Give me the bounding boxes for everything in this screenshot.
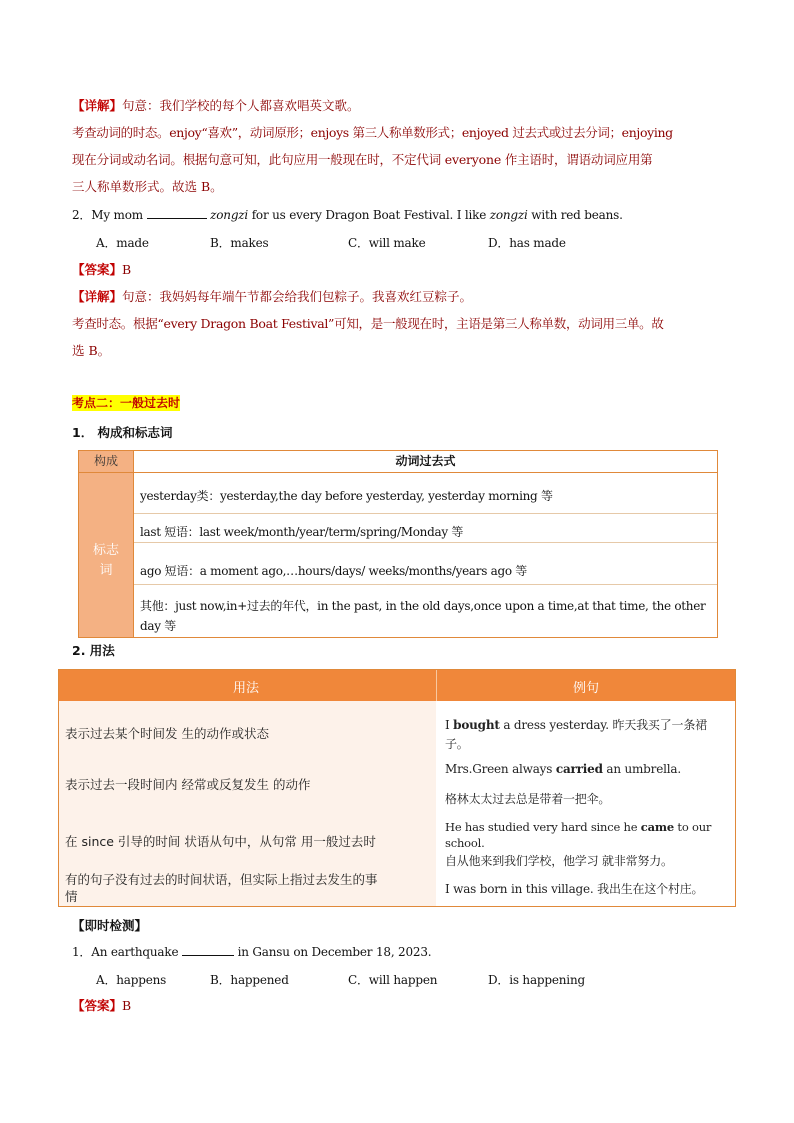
check-question-1 [72,943,431,960]
question-text: zongzi [489,208,528,222]
question-text: in Gansu on December 18, 2023. [233,945,432,959]
answer-value: B [122,998,132,1013]
row-text: last 短语：last week/month/year/term/spring/Monday 等 [140,525,464,539]
option-c[interactable]: C．will happen [348,973,438,987]
composition-table [78,450,718,638]
section-title: 考点二：一般过去时 [72,396,181,410]
explain-line: 现在分词或动名词。根据句意可知，此句应用一般现在时，不定代词 everyone 作主语时，谓语动词应用第 [72,152,653,167]
option-a[interactable]: A．happens [96,973,167,987]
usage-2: 表示过去一段时间内 经常或反复发生 的动作 [65,777,311,792]
detail-text: 句意：我们学校的每个人都喜欢唱英文歌。 [122,98,360,113]
example-1-cont: 子。 [445,737,469,751]
answer-value: B [122,262,132,277]
usage-1: 表示过去某个时间发 生的动作或状态 [65,726,269,741]
explain-line: 选 B。 [72,343,111,358]
answer-label: 【答案】 [72,998,123,1013]
explain-line: 考查动词的时态。enjoy“喜欢”，动词原形；enjoys 第三人称单数形式；enjoyed 过去式或过去分词；enjoying [72,125,673,140]
header-usage: 用法 [233,681,260,696]
option-d[interactable]: D．is happening [488,973,585,987]
table-header [59,670,735,701]
usage-4: 有的句子没有过去的时间状语，但实际上指过去发生的事 [65,872,378,887]
answer-blank[interactable] [182,955,234,956]
example-4: I was born in this village. 我出生在这个村庄。 [445,882,704,896]
subtitle-usage: 2. 用法 [72,643,115,658]
header-example: 例句 [573,681,600,696]
example-text: He has studied very hard since he [445,820,641,834]
side-label-line: 标志 [92,543,119,558]
header-divider [436,670,437,701]
detail-paragraph-2 [72,288,472,306]
usage-4-cont: 情 [65,889,78,904]
explain-line: 三人称单数形式。故选 B。 [72,179,223,194]
row-text: yesterday类：yesterday,the day before yesterday, yesterday morning 等 [140,489,553,503]
example-verb: carried [555,762,603,776]
example-2 [445,762,681,776]
example-text: I [445,718,454,732]
question-text: My mom [91,208,147,222]
side-label [79,473,133,637]
explain-line: 考查时态。根据“every Dragon Boat Festival”可知，是一般现在时，主语是第三人称单数，动词用三单。故 [72,316,664,331]
option-c[interactable]: C．will make [348,236,426,250]
example-1 [445,716,707,733]
option-a[interactable]: A．made [96,236,149,250]
table-row [134,473,717,513]
question-text: with red beans. [527,208,623,222]
example-text: an umbrella. [602,762,681,776]
option-b[interactable]: B．happened [210,973,289,987]
answer-label: 【答案】 [72,262,123,277]
usage-table [58,669,736,907]
question-text: zongzi [206,208,249,222]
question-text: An earthquake [91,945,182,959]
example-text: a dress yesterday. 昨天我买了一条裙 [499,718,707,732]
row-text: day 等 [140,619,176,633]
example-verb: bought [453,718,500,732]
answer-blank[interactable] [147,218,207,219]
detail-label: 【详解】 [72,98,123,113]
detail-paragraph-1 [72,97,360,115]
table-row [134,584,717,637]
header-past-tense: 动词过去式 [395,454,456,468]
answer-line [72,997,131,1015]
example-text: to our [673,820,712,834]
example-text: Mrs.Green always [445,762,556,776]
detail-text: 句意：我妈妈每年端午节都会给我们包粽子。我喜欢红豆粽子。 [122,289,473,304]
usage-3: 在 since 引导的时间 状语从句中，从句常 用一般过去时 [65,834,376,849]
example-3-translation: 自从他来到我们学校，他学习 就非常努力。 [445,854,673,868]
side-label-line: 词 [99,563,113,578]
question-2 [72,206,623,223]
header-composition: 构成 [79,451,133,472]
table-row [134,513,717,543]
detail-label: 【详解】 [72,289,123,304]
table-header [79,451,717,473]
example-2-translation: 格林太太过去总是带着一把伞。 [445,792,611,806]
check-title: 【即时检测】 [72,918,148,933]
example-3 [445,820,711,834]
row-text: ago 短语：a moment ago,…hours/days/ weeks/months/years ago 等 [140,564,527,578]
table-row [134,542,717,585]
example-3-cont: school. [445,836,485,850]
option-b[interactable]: B．makes [210,236,269,250]
subtitle-composition: 1． 构成和标志词 [72,425,173,440]
option-d[interactable]: D．has made [488,236,566,250]
question-text: for us every Dragon Boat Festival. I like [248,208,490,222]
question-number: 1． [72,945,92,959]
question-number: 2． [72,208,92,222]
answer-line [72,261,131,279]
row-text: 其他：just now,in+过去的年代，in the past, in the old days,once upon a time,at that time, the other [140,599,706,613]
example-verb: came [640,820,674,834]
